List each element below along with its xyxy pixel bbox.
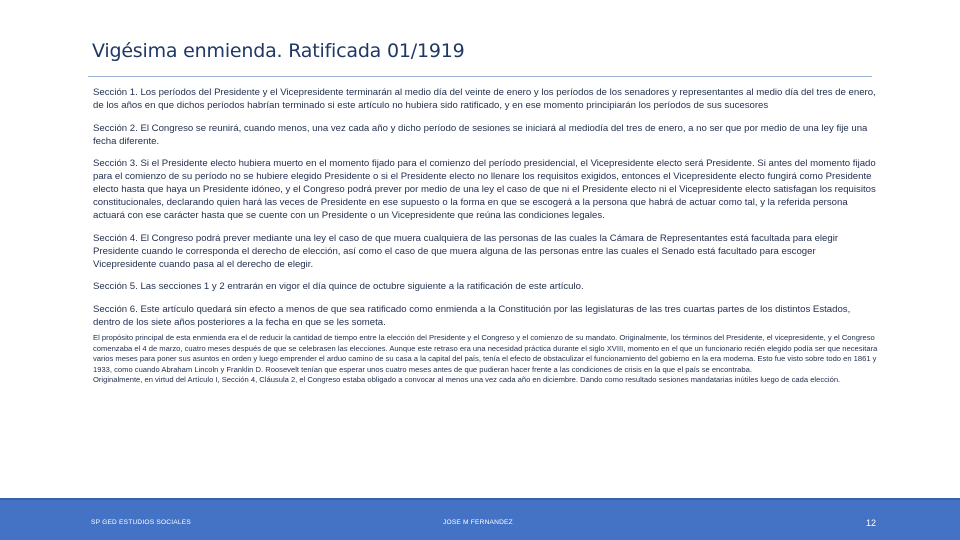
page-title: Vigésima enmienda. Ratificada 01/1919 — [92, 40, 465, 62]
title-divider — [88, 76, 872, 77]
section-3-text: Sección 3. Si el Presidente electo hubiera muerto en el momento fijado para el comienzo del período presidencial, el Vicepresidente electo será Presidente. Si antes del momento fijado para el comienzo de su período no se hubiere elegido Presidente o si el Presidente electo no llenare los requisitos exigidos, entonces el Vicepresidente electo fungirá como Presidente electo hasta que haya un Presidente idóneo, y el Congreso podrá prever por medio de una ley el caso de que ni el Presidente electo ni el Vicepresidente electo satisfagan los requisitos constitucionales, declarando quien hará las veces de Presidente en ese supuesto o la forma en que se escogerá a la persona que habrá de actuar como tal, y la referida persona actuará con ese carácter hasta que se cuente con un Presidente o un Vicepresidente que reúna las condiciones legales. — [93, 158, 876, 221]
section-1-text: Sección 1. Los períodos del Presidente y el Vicepresidente terminarán al medio día del veinte de enero y los períodos de los senadores y representantes al medio día del tres de enero, de los años en que dichos períodos habrían terminado si este artículo no hubiera sido ratificado, y en ese momento principiarán los períodos de sus sucesores — [93, 87, 876, 111]
commentary-paragraph-original: Originalmente, en virtud del Artículo I, Sección 4, Cláusula 2, el Congreso estaba obligado a convocar al menos una vez cada año en diciembre. Dando como resultado sesiones mandatarias inútiles luego de cada elección. — [93, 375, 841, 385]
footer-course-label: SP GED ESTUDIOS SOCIALES — [91, 519, 191, 526]
section-4-text: Sección 4. El Congreso podrá prever mediante una ley el caso de que muera cualquiera de las personas de las cuales la Cámara de Representantes está facultada para elegir Presidente cuando le corresponda el derecho de elección, así como el caso de que muera alguna de las personas entre las cuales el Senado está facultado para escoger Vicepresidente cuando pasa al el derecho de elegir. — [93, 232, 839, 270]
page-number: 12 — [865, 518, 876, 528]
section-6-text: Sección 6. Este artículo quedará sin efecto a menos de que sea ratificado como enmienda a la Constitución por las legislaturas de las tres cuartas partes de los distintos Estados, dentro de los siete años posteriores a la fecha en que se les someta. — [93, 303, 851, 328]
commentary-paragraph-purpose: El propósito principal de esta enmienda era el de reducir la cantidad de tiempo entre la elección del Presidente y el Congreso y el comienzo de su mandato. Originalmente, los términos del Presidente, el vicepresidente, y el Congreso comenzaba el 4 de marzo, cuatro meses después de que se celebrasen las elecciones. Aunque este retraso era una necesidad práctica durante el siglo XVIII, momento en el que un funcionario recién elegido podía ser que necesitara varios meses para poner sus asuntos en orden y luego emprender el arduo camino de su casa a la capital del país, tenía el efecto de obstaculizar el funcionamiento del gobierno en la era moderna. Esto fue visto sobre todo en 1861 y 1933, como cuando Abraham Lincoln y Franklin D. Roosevelt tenían que esperar unos cuatro meses antes de que pudieran hacer frente a las condiciones de crisis en la que el país se encontraba. — [93, 333, 878, 374]
footer-bar — [0, 498, 960, 540]
slide-body — [93, 86, 879, 386]
section-5-text: Sección 5. Las secciones 1 y 2 entrarán en vigor el día quince de octubre siguiente a la ratificación de este artículo. — [93, 281, 584, 292]
footer-divider — [0, 498, 960, 500]
section-2-text: Sección 2. El Congreso se reunirá, cuando menos, una vez cada año y dicho período de sesiones se iniciará al mediodía del tres de enero, a no ser que por medio de una ley fije una fecha diferente. — [93, 122, 868, 147]
footer-author-label: JOSE M FERNANDEZ — [443, 519, 513, 526]
